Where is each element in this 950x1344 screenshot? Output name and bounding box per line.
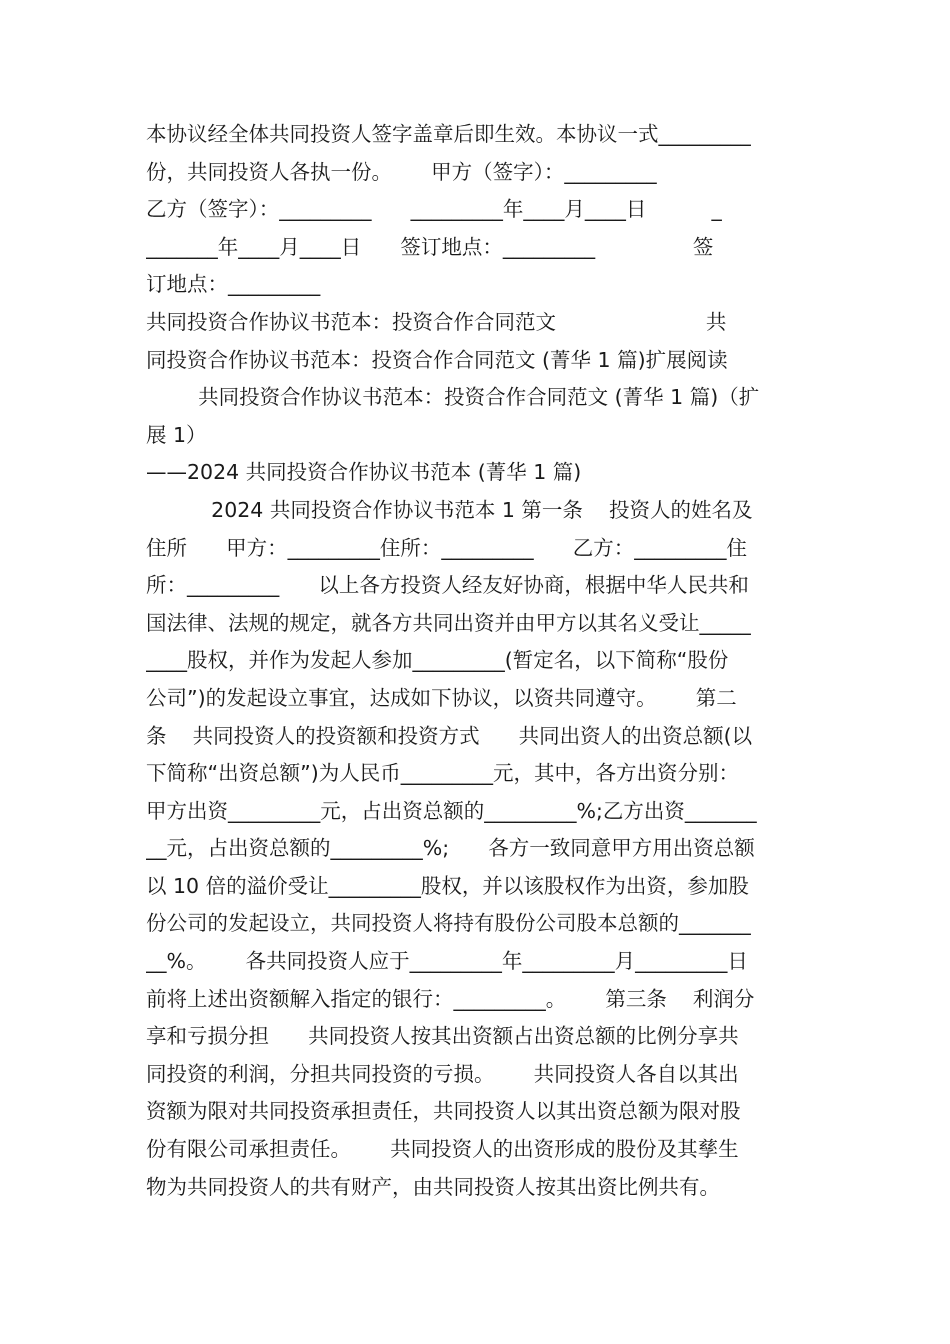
text-line: 物为共同投资人的共有财产，由共同投资人按其出资比例共有。 <box>146 1174 720 1199</box>
text-line: 乙方（签字）：_________ _________年____月____日 _ <box>146 197 722 222</box>
text-line: __%。 各共同投资人应于_________年_________月_________日 <box>146 949 748 974</box>
text-line: 展 1） <box>146 422 207 447</box>
text-line: 以 10 倍的溢价受让_________股权，并以该股权作为出资，参加股 <box>146 873 749 898</box>
text-line: __元，占出资总额的_________%; 各方一致同意甲方用出资总额 <box>146 836 755 861</box>
text-line: 同投资合作协议书范本：投资合作合同范文 (菁华 1 篇)扩展阅读 <box>146 347 728 372</box>
text-line: 2024 共同投资合作协议书范本 1 第一条 投资人的姓名及 <box>146 497 753 522</box>
text-line: 条 共同投资人的投资额和投资方式 共同出资人的出资总额(以 <box>146 723 753 748</box>
text-line: 国法律、法规的规定，就各方共同出资并由甲方以其名义受让_____ <box>146 610 751 635</box>
text-line: 共同投资合作协议书范本：投资合作合同范文 共 <box>146 309 727 334</box>
text-line: 公司”)的发起设立事宜，达成如下协议，以资共同遵守。 第二 <box>146 685 737 710</box>
text-line: 共同投资合作协议书范本：投资合作合同范文 (菁华 1 篇)（扩 <box>146 385 760 410</box>
text-line: 份有限公司承担责任。 共同投资人的出资形成的股份及其孳生 <box>146 1137 739 1162</box>
text-line: 所：_________ 以上各方投资人经友好协商，根据中华人民共和 <box>146 573 749 598</box>
text-line: 资额为限对共同投资承担责任，共同投资人以其出资总额为限对股 <box>146 1099 741 1124</box>
text-line: ——2024 共同投资合作协议书范本 (菁华 1 篇) <box>146 460 582 485</box>
text-line: 份公司的发起设立，共同投资人将持有股份公司股本总额的_______ <box>146 911 751 936</box>
text-line: 订地点：_________ <box>146 272 321 297</box>
document-body <box>146 116 806 1206</box>
text-line: 前将上述出资额解入指定的银行：_________。 第三条 利润分 <box>146 986 755 1011</box>
text-line: 住所 甲方：_________住所：_________ 乙方：_________住 <box>146 535 747 560</box>
text-line: 享和亏损分担 共同投资人按其出资额占出资总额的比例分享共 <box>146 1024 739 1049</box>
text-line: 下简称“出资总额”)为人民币_________元，其中，各方出资分别： <box>146 761 739 786</box>
text-line: 同投资的利润，分担共同投资的亏损。 共同投资人各自以其出 <box>146 1061 739 1086</box>
text-line: 份，共同投资人各执一份。 甲方（签字）：_________ <box>146 159 657 184</box>
text-line: 甲方出资_________元，占出资总额的_________%;乙方出资_______ <box>146 798 757 823</box>
text-line: 本协议经全体共同投资人签字盖章后即生效。本协议一式_________ <box>146 122 751 146</box>
text-line: ____股权，并作为发起人参加_________(暂定名，以下简称“股份 <box>146 648 729 673</box>
text-line: _______年____月____日 签订地点：_________ 签 <box>146 234 714 259</box>
